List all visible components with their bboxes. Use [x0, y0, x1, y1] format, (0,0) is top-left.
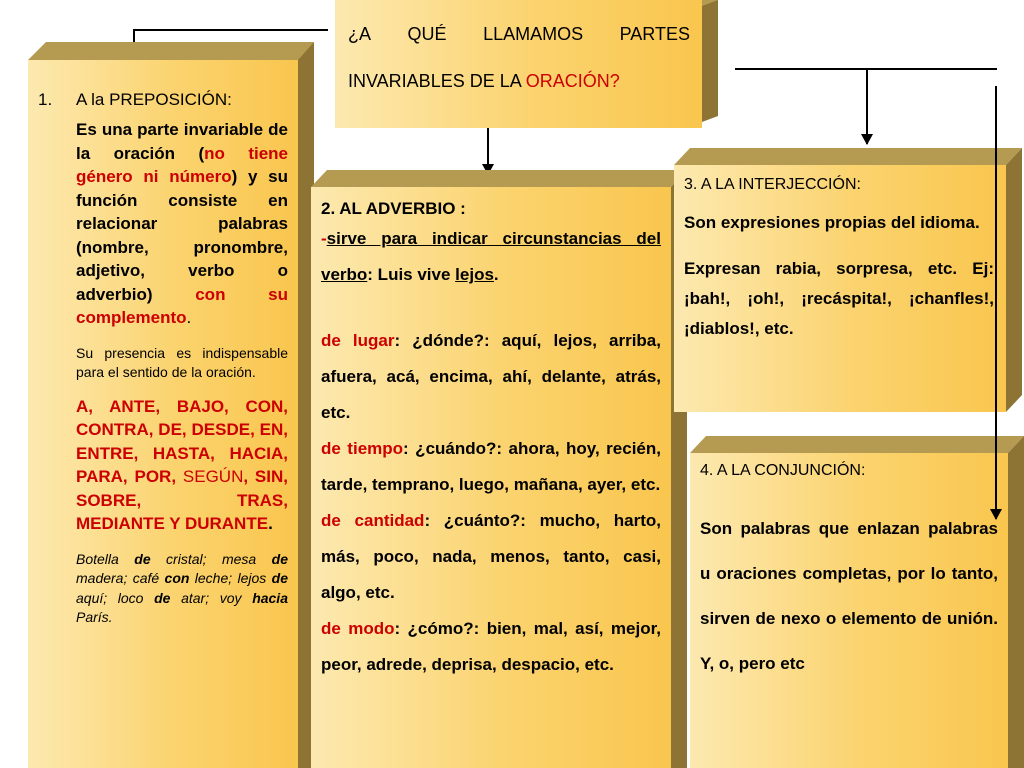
title-box	[335, 0, 702, 128]
interjeccion-heading: 3. A LA INTERJECCIÓN:	[684, 176, 861, 193]
adverbio-box	[311, 187, 671, 768]
preposicion-box-top	[28, 42, 314, 60]
conjuncion-heading: 4. A LA CONJUNCIÓN:	[700, 462, 866, 479]
connector-line-left	[133, 29, 328, 31]
adverbio-definition: -sirve para indicar circunstancias del verbo: Luis vive lejos.	[321, 229, 661, 284]
conjuncion-box-side	[1008, 436, 1024, 768]
adverbio-tiempo: de tiempo: ¿cuándo?: ahora, hoy, recién, tarde, temprano, luego, mañana, ayer, etc.	[321, 439, 661, 494]
preposicion-heading: 1. A la PREPOSICIÓN:	[38, 90, 232, 109]
adverbio-box-top	[311, 170, 687, 187]
adverbio-lugar: de lugar: ¿dónde?: aquí, lejos, arriba, afuera, acá, encima, ahí, delante, atrás, etc.	[321, 331, 661, 422]
adverbio-modo: de modo: ¿cómo?: bien, mal, así, mejor, peor, adrede, deprisa, despacio, etc.	[321, 619, 661, 674]
arrow-to-conjuncion	[995, 86, 997, 519]
interjeccion-p2: Expresan rabia, sorpresa, etc. Ej: ¡bah!, ¡oh!, ¡recáspita!, ¡chanfles!, ¡diablos!, etc.	[684, 259, 994, 338]
interjeccion-box	[674, 165, 1006, 412]
arrow-to-adverbio	[487, 126, 489, 174]
conjuncion-p1: Son palabras que enlazan palabras u oraciones completas, por lo tanto, sirven de nexo o elemento de unión. Y, o, pero etc	[700, 519, 998, 673]
title-line-1: ¿A QUÉ LLAMAMOS PARTES	[348, 24, 690, 44]
interjeccion-box-side	[1006, 148, 1022, 412]
conjuncion-box	[690, 453, 1008, 768]
conjuncion-box-top	[690, 436, 1024, 453]
preposicion-definition: Es una parte invariable de la oración (no tiene género ni número) y su función consiste en relacionar palabras (nombre, pronombre, adjetivo, verbo o adverbio) con su complemento.	[76, 120, 289, 327]
preposicion-list: A, ANTE, BAJO, CON, CONTRA, DE, DESDE, EN, ENTRE, HASTA, HACIA, PARA, POR, SEGÚN, SIN, SOBRE, TRAS, MEDIANTE Y DURANTE.	[76, 396, 288, 533]
preposicion-examples: Botella de cristal; mesa de madera; café con leche; lejos de aquí; loco de atar; voy hacia París.	[76, 550, 288, 625]
adverbio-cantidad: de cantidad: ¿cuánto?: mucho, harto, más, poco, nada, menos, tanto, casi, algo, etc.	[321, 511, 661, 602]
arrow-to-interjeccion	[866, 68, 868, 144]
title-line-2: INVARIABLES DE LA ORACIÓN?	[348, 71, 620, 91]
title-box-side	[702, 0, 718, 122]
preposicion-content	[38, 118, 288, 628]
interjeccion-box-top	[674, 148, 1022, 165]
interjeccion-p1: Son expresiones propias del idioma.	[684, 213, 980, 232]
preposicion-presence: Su presencia es indispensable para el sentido de la oración.	[76, 344, 288, 380]
adverbio-heading: 2. AL ADVERBIO :	[321, 199, 466, 218]
preposicion-box	[28, 60, 298, 768]
